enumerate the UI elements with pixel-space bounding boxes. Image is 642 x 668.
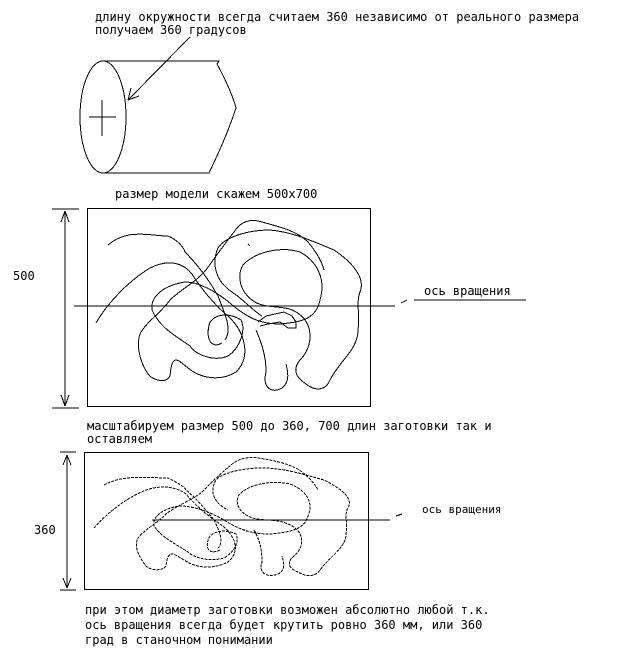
model-size-label: размер модели скажем 500х700 [115,187,318,201]
conclusion-line-2: ось вращения всегда будет крутить ровно 360 мм, или 360 [85,618,483,632]
conclusion-line-1: при этом диаметр заготовки возможен абсолютно любой т.к. [85,603,490,617]
bottom-axis-label: ось вращения [422,503,502,516]
title-line-2: получаем 360 градусов [95,23,247,37]
top-axis-label: ось вращения [424,284,511,298]
bottom-dimension-label: 360 [34,523,56,537]
conclusion-line-3: град в станочном понимании [85,633,273,647]
title-line-1: длину окружности всегда считаем 360 независимо от реального размера [95,10,580,24]
cylinder-body-outline [104,61,236,173]
bottom-model [60,452,402,590]
top-scribble [96,220,361,390]
scaling-note-line-2: оставляем [87,432,153,446]
cylinder-sketch [80,37,236,173]
top-model [52,209,526,409]
bottom-axis-dash [396,514,402,516]
bottom-scribble [94,457,349,575]
circumference-arrow-line [128,37,190,100]
top-dimension-label: 500 [13,269,35,283]
scaling-note-line-1: масштабируем размер 500 до 360, 700 длин заготовки так и [87,419,492,433]
top-axis-dash [401,300,407,303]
